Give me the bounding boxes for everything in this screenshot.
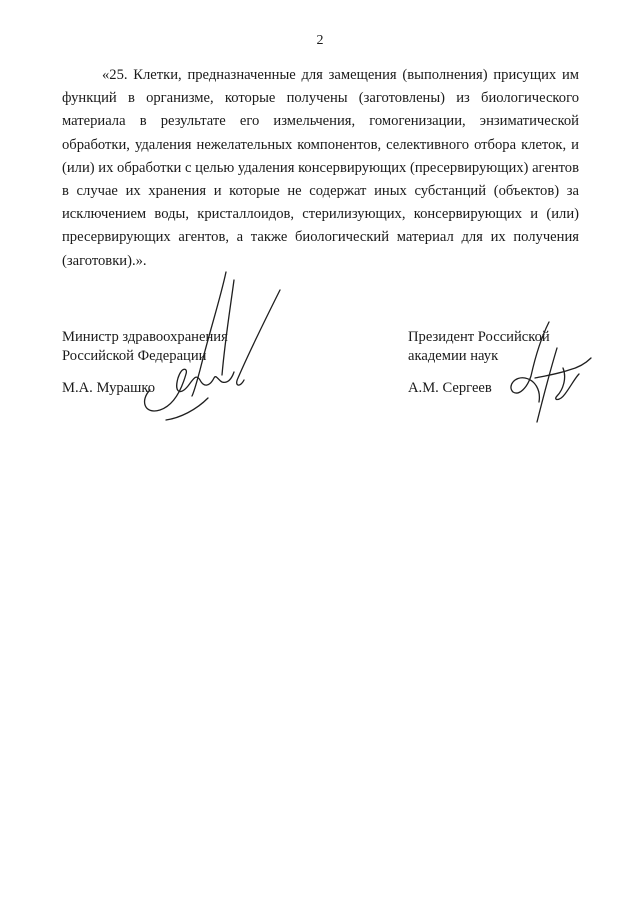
signatory-left-title-line1: Министр здравоохранения	[62, 329, 228, 345]
signatory-right-name: А.М. Сергеев	[408, 380, 492, 396]
signatory-right-title-line2: академии наук	[408, 348, 499, 364]
handwritten-signature-right	[505, 318, 595, 428]
handwritten-signature-left	[130, 270, 290, 430]
signatory-right-title-line1: Президент Российской	[408, 329, 550, 345]
page-number: 2	[316, 33, 324, 48]
body-paragraph: «25. Клетки, предназначенные для замещения (выполнения) присущих им функций в организме, которые получены (заготовлены) из биологического материала в результате его измельчения, гомогенизации, энзиматической обработки, удаления нежелательных компонентов, селективного отбора клеток, и (или) их обработки с целью удаления консервирующих (пресервирующих) агентов в случае их хранения и которые не содержат иных субстанций (объектов) за исключением воды, кристаллоидов, стерилизующих, консервирующих и (или) пресервирующих агентов, а также биологический материал для их получения (заготовки).».	[62, 67, 579, 269]
signatory-left-name: М.А. Мурашко	[62, 380, 156, 396]
signatory-left-title-line2: Российской Федерации	[62, 348, 207, 364]
